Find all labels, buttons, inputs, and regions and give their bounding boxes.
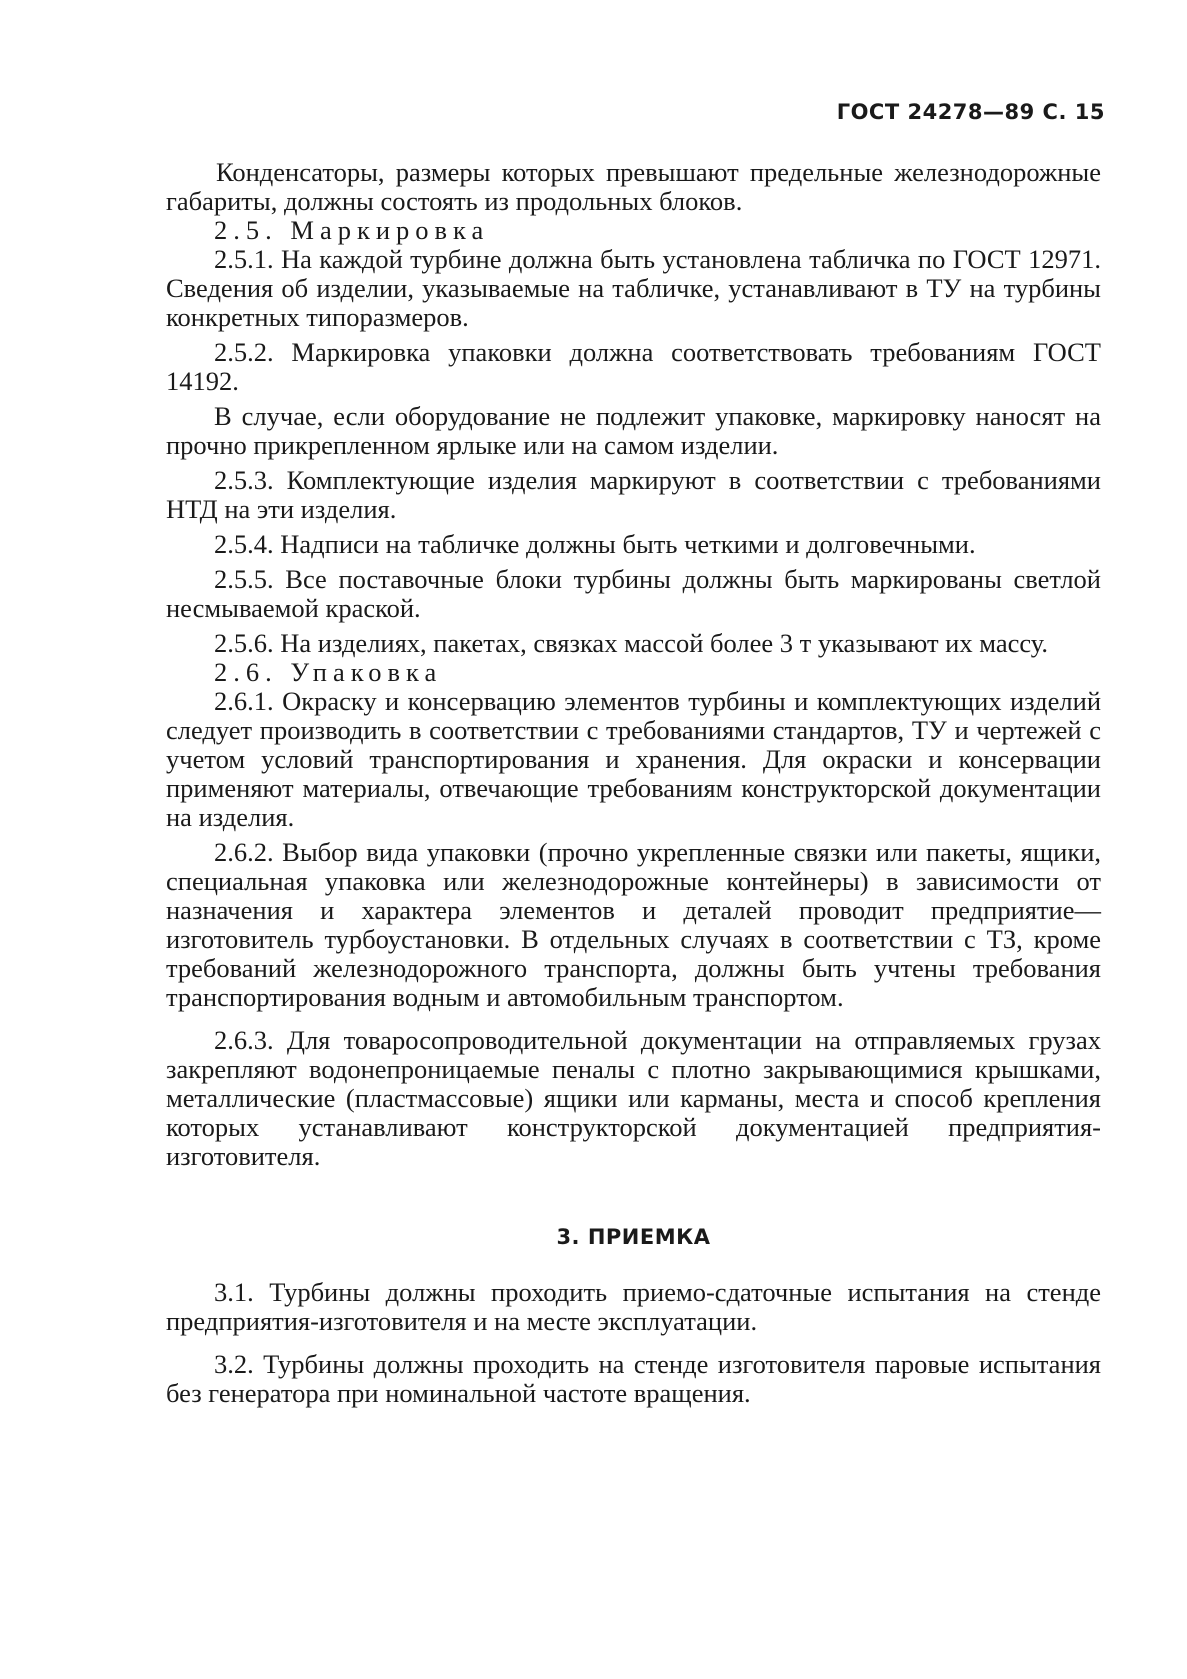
running-header: ГОСТ 24278—89 С. 15 xyxy=(836,100,1105,124)
paragraph-2-6-2: 2.6.2. Выбор вида упаковки (прочно укрепленные связки или пакеты, ящики, специальная упаковка или железнодорожные контейнеры) в зависимости от назначения и характера элементов и деталей проводит предприятие—изготовитель турбоустановки. В отдельных случаях в соответствии с ТЗ, кроме требований железнодорожного транспорта, должны быть учтены требования транспортирования водным и автомобильным транспортом. xyxy=(166,837,1101,1012)
subsection-heading-packaging: 2.6. Упаковка xyxy=(214,657,443,687)
page-body xyxy=(166,158,1101,1408)
paragraph-2-5-5: 2.5.5. Все поставочные блоки турбины должны быть маркированы светлой несмываемой краской. xyxy=(166,564,1101,623)
paragraph-2-5-3: 2.5.3. Комплектующие изделия маркируют в соответствии с требованиями НТД на эти изделия. xyxy=(166,465,1101,524)
paragraph-2-6-3: 2.6.3. Для товаросопроводительной документации на отправляемых грузах закрепляют водонепроницаемые пеналы с плотно закрывающимися крышками, металлические (пластмассовые) ящики или карманы, места и способ крепления которых устанавливают конструкторской документацией предприятия-изготовителя. xyxy=(166,1025,1101,1171)
section-heading-acceptance: 3. ПРИЕМКА xyxy=(556,1225,711,1249)
paragraph-marking-no-packaging: В случае, если оборудование не подлежит упаковке, маркировку наносят на прочно прикрепленном ярлыке или на самом изделии. xyxy=(166,401,1101,460)
paragraph-3-2: 3.2. Турбины должны проходить на стенде изготовителя паровые испытания без генератора при номинальной частоте вращения. xyxy=(166,1349,1101,1408)
paragraph-2-6-1: 2.6.1. Окраску и консервацию элементов турбины и комплектующих изделий следует производить в соответствии с требованиями стандартов, ТУ и чертежей с учетом условий транспортирования и хранения. Для окраски и консервации применяют материалы, отвечающие требованиям конструкторской документации на изделия. xyxy=(166,686,1101,832)
paragraph-2-5-2: 2.5.2. Маркировка упаковки должна соответствовать требованиям ГОСТ 14192. xyxy=(166,337,1101,396)
subsection-heading-marking: 2.5. Маркировка xyxy=(214,215,490,245)
paragraph-2-5-4: 2.5.4. Надписи на табличке должны быть четкими и долговечными. xyxy=(214,529,976,559)
paragraph-condensers: Конденсаторы, размеры которых превышают предельные железнодорожные габариты, должны состоять из продольных блоков. xyxy=(166,157,1101,216)
paragraph-2-5-6: 2.5.6. На изделиях, пакетах, связках массой более 3 т указывают их массу. xyxy=(214,628,1048,658)
paragraph-2-5-1: 2.5.1. На каждой турбине должна быть установлена табличка по ГОСТ 12971. Сведения об изделии, указываемые на табличке, устанавливают в ТУ на турбины конкретных типоразмеров. xyxy=(166,244,1101,332)
paragraph-3-1: 3.1. Турбины должны проходить приемо-сдаточные испытания на стенде предприятия-изготовителя и на месте эксплуатации. xyxy=(166,1277,1101,1336)
